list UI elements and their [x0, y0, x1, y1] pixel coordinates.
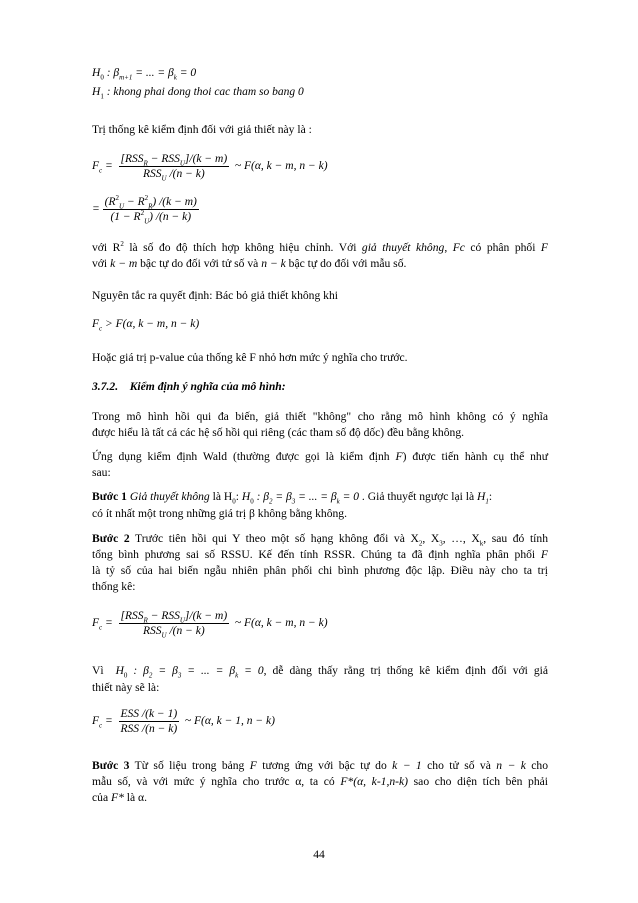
equation-fc-rss: $F_c$ = $\frac{[RSS_R - RSS_U]/(k - m)}{RSS_U /(n - k)}$ ~ F(α, k − m, n − k) — [92, 153, 328, 183]
paragraph-r2-line2: với k − m bậc tự do đối với tử số và n − k bậc tự do đối với mẫu số. — [92, 257, 407, 270]
step1-line2: có ít nhất một trong những giá trị β không bằng không. — [92, 507, 347, 520]
paragraph-vi-line2: thiết này sẽ là: — [92, 681, 160, 694]
step3-line3: của F* là α. — [92, 791, 148, 804]
paragraph-pvalue: Hoặc giá trị p-value của thống kê F nhỏ hơn mức ý nghĩa cho trước. — [92, 351, 408, 364]
section-heading: 3.7.2. Kiểm định ý nghĩa của mô hình: — [92, 380, 286, 393]
equation-fc-r2: = $\frac{(R^2_U - R^2_R) /(k - m)}{(1 - R^2_U) /(n - k)}$ — [92, 194, 197, 226]
hypothesis-h1: $H_1$ : khong phai dong thoi cac tham so bang 0 — [92, 86, 304, 101]
paragraph-r2-line1: với $R^2$ là số đo độ thích hợp không hiệu chỉnh. Với giả thuyết không, Fc có phân phối F — [92, 240, 548, 254]
paragraph-model-line2: được hiểu là tất cả các hệ số hồi qui riêng (các tham số độ dốc) đều bằng không. — [92, 426, 465, 439]
equation-reject-rule: $F_c > F(\alpha$, k − m, n − k) — [92, 318, 200, 333]
page-number: 44 — [313, 848, 325, 861]
step2-line3: là tỷ số của hai biến ngẫu nhiên phân phối chi bình phương độc lập. Điều này cho ta trị — [92, 564, 548, 577]
paragraph-vi-line1: Vì $H_0$ : $\beta_2 = \beta_3$ = ... = $\beta_k = 0$, dễ dàng thấy rằng trị thống kê kiểm định đối với giả — [92, 664, 549, 680]
paragraph-wald-line2: sau: — [92, 466, 111, 479]
step3-line2: mẫu số, và với mức ý nghĩa cho trước α, ta có F*(α, k-1,n-k) sao cho diện tích bên phải — [92, 775, 548, 788]
paragraph-model-line1: Trong mô hình hồi qui đa biến, giả thiết "không" cho rằng mô hình không có ý nghĩa — [92, 410, 548, 423]
step2-line4: thống kê: — [92, 580, 136, 593]
hypothesis-h0: $H_0$ : $\beta_{m+1}$ = ... = $\beta_k = 0$ — [92, 67, 197, 82]
equation-fc-ess: $F_c$ = $\frac{\text{ESS /(k − 1)}}{\text{RSS /(n − k)}}$ ~ F(α, k − 1, n − k) — [92, 708, 275, 735]
step2-line2: tổng bình phương sai số RSSU. Kế đến tính RSSR. Chúng ta đã định nghĩa phân phối F — [92, 548, 548, 561]
step3-line1: Bước 3 Từ số liệu trong bảng F tương ứng với bậc tự do k − 1 cho tử số và n − k cho — [92, 759, 548, 772]
paragraph-decision-rule: Nguyên tắc ra quyết định: Bác bỏ giả thiết không khi — [92, 289, 338, 302]
equation-fc-step2: $F_c$ = $\frac{[RSS_R - RSS_U]/(k - m)}{RSS_U /(n - k)}$ ~ F(α, k − m, n − k) — [92, 610, 328, 640]
step2-line1: Bước 2 Trước tiên hồi qui Y theo một số hạng không đổi và $X_2$, $X_3$, …, $X_k$, sau đó tính — [92, 532, 548, 548]
paragraph-wald-line1: Ứng dụng kiểm định Wald (thường được gọi là kiểm định F) được tiến hành cụ thể như — [92, 450, 548, 463]
step1-line1: Bước 1 Giả thuyết không là $H_0$: $H_0$ : $\beta_2 = \beta_3$ = ... = $\beta_k = 0$ . Giả thuyết ngược lại là $H_1$: — [92, 490, 493, 506]
paragraph-intro: Trị thống kê kiểm định đối với giả thiết này là : — [92, 123, 312, 136]
